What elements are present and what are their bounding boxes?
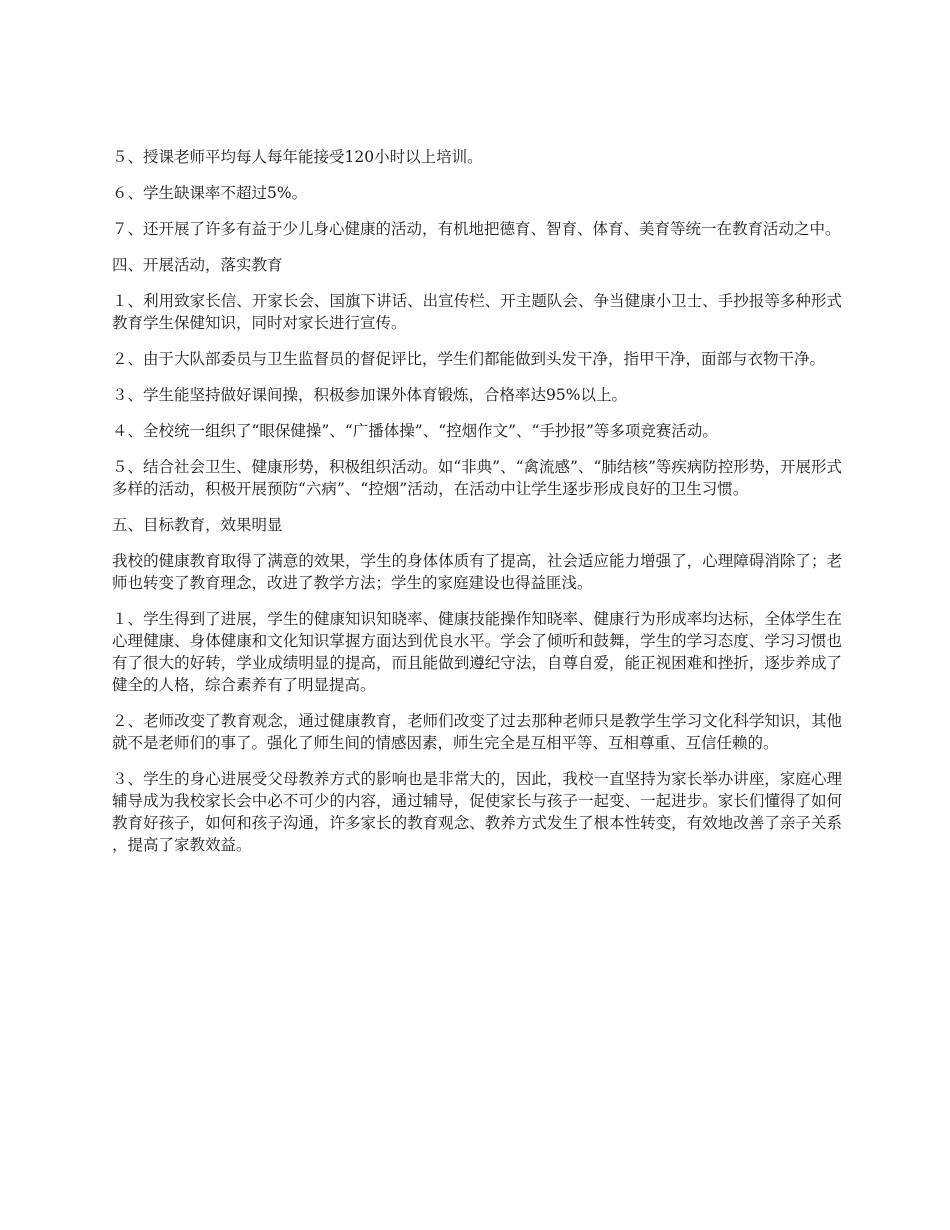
paragraph-results-summary: 我校的健康教育取得了满意的效果，学生的身体体质有了提高，社会适应能力增强了，心理障碍消除了；老师也转变了教育理念，改进了教学方法；学生的家庭建设也得益匪浅。: [112, 552, 842, 592]
paragraph-student-progress: １、学生得到了进展，学生的健康知识知晓率、健康技能操作知晓率、健康行为形成率均达标，全体学生在心理健康、身体健康和文化知识掌握方面达到优良水平。学会了倾听和鼓舞，学生的学习态度、学习习惯也有了很大的好转，学业成绩明显的提高，而且能做到遵纪守法，自尊自爱，能正视困难和挫折，逐步养成了健全的人格，综合素养有了明显提高。: [112, 610, 842, 694]
paragraph-exercise: ３、学生能坚持做好课间操，积极参加课外体育锻炼，合格率达95%以上。: [112, 386, 627, 404]
paragraph-health-activities: ７、还开展了许多有益于少儿身心健康的活动，有机地把德育、智育、体育、美育等统一在教育活动之中。: [112, 220, 841, 238]
document-body: [112, 146, 842, 870]
section-heading-activities: 四、开展活动，落实教育: [112, 256, 283, 274]
paragraph-parent-letters: １、利用致家长信、开家长会、国旗下讲话、出宣传栏、开主题队会、争当健康小卫士、手抄报等多种形式教育学生保健知识，同时对家长进行宣传。: [112, 292, 842, 332]
paragraph-competitions: ４、全校统一组织了“眼保健操”、“广播体操”、“控烟作文”、“手抄报”等多项竞赛活动。: [112, 422, 718, 440]
paragraph-disease-prevention: ５、结合社会卫生、健康形势，积极组织活动。如“非典”、“禽流感”、“肺结核”等疾病防控形势，开展形式多样的活动，积极开展预防“六病”、“控烟”活动，在活动中让学生逐步形成良好的卫生习惯。: [112, 458, 842, 498]
paragraph-training-hours: ５、授课老师平均每人每年能接受120小时以上培训。: [112, 148, 483, 166]
paragraph-teacher-change: ２、老师改变了教育观念，通过健康教育，老师们改变了过去那种老师只是教学生学习文化科学知识，其他就不是老师们的事了。强化了师生间的情感因素，师生完全是互相平等、互相尊重、互信任赖的。: [112, 712, 842, 752]
paragraph-parent-education: ３、学生的身心进展受父母教养方式的影响也是非常大的，因此，我校一直坚持为家长举办讲座，家庭心理辅导成为我校家长会中必不可少的内容，通过辅导，促使家长与孩子一起变、一起进步。家长们懂得了如何教育好孩子，如何和孩子沟通，许多家长的教育观念、教养方式发生了根本性转变，有效地改善了亲子关系，提高了家教效益。: [112, 770, 842, 854]
paragraph-hygiene-inspection: ２、由于大队部委员与卫生监督员的督促评比，学生们都能做到头发干净，指甲干净，面部与衣物干净。: [112, 350, 826, 368]
paragraph-absence-rate: ６、学生缺课率不超过5%。: [112, 184, 308, 202]
section-heading-goals: 五、目标教育，效果明显: [112, 516, 283, 534]
